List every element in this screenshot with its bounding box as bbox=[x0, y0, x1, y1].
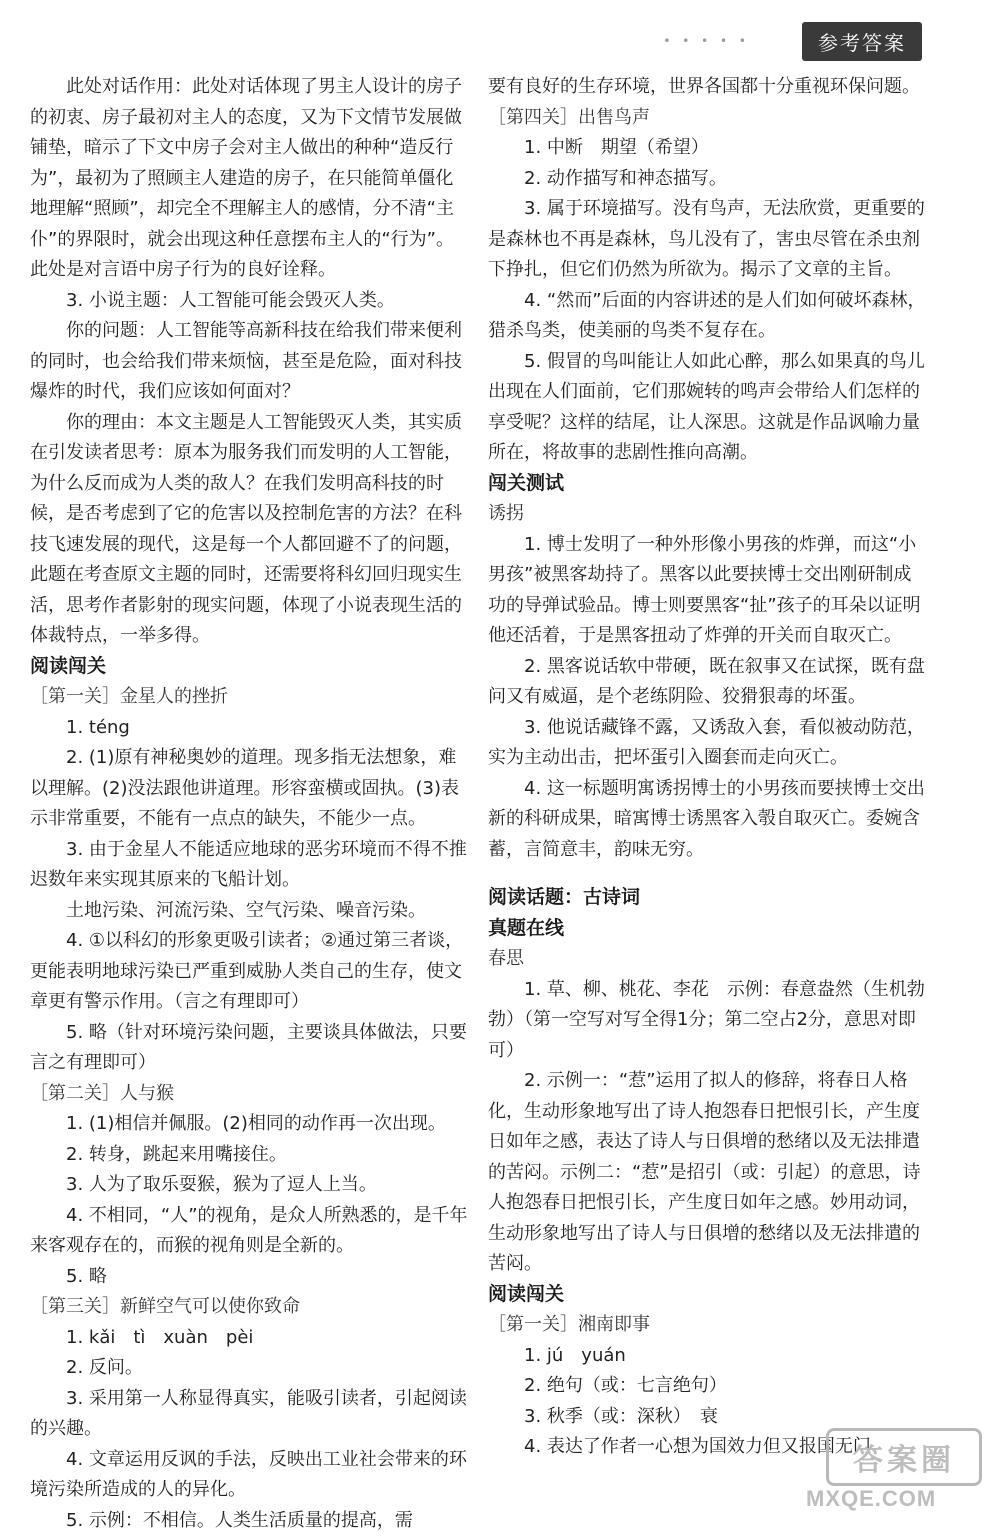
subsection-title: 诱拐 bbox=[488, 499, 928, 530]
subsection-title: ［第一关］金星人的挫折 bbox=[30, 682, 470, 713]
answer-paragraph: 1. jú yuán bbox=[488, 1341, 928, 1372]
answer-paragraph: 5. 假冒的鸟叫能让人如此心醉，那么如果真的鸟儿出现在人们面前，它们那婉转的鸣声会带给人们怎样的享受呢？这样的结尾，让人深思。这就是作品讽喻力量所在，将故事的悲剧性推向高潮。 bbox=[488, 347, 928, 469]
answer-paragraph: 5. 略（针对环境污染问题，主要谈具体做法，只要言之有理即可） bbox=[30, 1018, 470, 1079]
subsection-title: ［第四关］出售鸟声 bbox=[488, 103, 928, 134]
answer-paragraph: 3. 属于环境描写。没有鸟声，无法欣赏，更重要的是森林也不再是森林，鸟儿没有了，害虫尽管在杀虫剂下挣扎，但它们仍然为所欲为。揭示了文章的主旨。 bbox=[488, 194, 928, 286]
answer-paragraph: 2. 转身，跳起来用嘴接住。 bbox=[30, 1140, 470, 1171]
subsection-title: ［第二关］人与猴 bbox=[30, 1079, 470, 1110]
section-heading: 真题在线 bbox=[488, 914, 928, 945]
answer-paragraph: 5. 略 bbox=[30, 1262, 470, 1293]
answer-paragraph: 3. 由于金星人不能适应地球的恶劣环境而不得不推迟数年来实现其原来的飞船计划。 bbox=[30, 835, 470, 896]
subsection-title: ［第三关］新鲜空气可以使你致命 bbox=[30, 1292, 470, 1323]
answer-paragraph: 1. 草、柳、桃花、李花 示例：春意盎然（生机勃勃）（第一空写对写全得1分；第二空占2分，意思对即可） bbox=[488, 975, 928, 1067]
answer-paragraph: 2. 示例一：“惹”运用了拟人的修辞，将春日人格化，生动形象地写出了诗人抱怨春日把恨引长，产生度日如年之感，表达了诗人与日俱增的愁绪以及无法排遣的苦闷。示例二：“惹”是招引（或：引起）的意思，诗人抱怨春日把恨引长，产生度日如年之感。妙用动词，生动形象地写出了诗人与日俱增的愁绪以及无法排遣的苦闷。 bbox=[488, 1066, 928, 1280]
answer-paragraph: 2. 绝句（或：七言绝句） bbox=[488, 1371, 928, 1402]
answer-paragraph: 3. 小说主题：人工智能可能会毁灭人类。 bbox=[30, 286, 470, 317]
answer-paragraph: 3. 人为了取乐耍猴，猴为了逗人上当。 bbox=[30, 1170, 470, 1201]
subsection-title: ［第一关］湘南即事 bbox=[488, 1310, 928, 1341]
header-dots: • • • • • bbox=[663, 34, 750, 48]
watermark-site-text: MXQE.COM bbox=[806, 1486, 936, 1512]
left-column bbox=[30, 72, 470, 1536]
answer-paragraph: 你的问题：人工智能等高新科技在给我们带来便利的同时，也会给我们带来烦恼，甚至是危险，面对科技爆炸的时代，我们应该如何面对？ bbox=[30, 316, 470, 408]
answer-paragraph: 3. 秋季（或：深秋） 衰 bbox=[488, 1402, 928, 1433]
answer-paragraph: 1. téng bbox=[30, 713, 470, 744]
answer-paragraph: 5. 示例：不相信。人类生活质量的提高，需 bbox=[30, 1506, 470, 1536]
answer-paragraph: 你的理由：本文主题是人工智能毁灭人类，其实质在引发读者思考：原本为服务我们而发明的人工智能，为什么反而成为人类的敌人？在我们发明高科技的时候，是否考虑到了它的危害以及控制危害的方法？在科技飞速发展的现代，这是每一个人都回避不了的问题，此题在考查原文主题的同时，还需要将科幻回归现实生活，思考作者影射的现实问题，体现了小说表现生活的体裁特点，一举多得。 bbox=[30, 408, 470, 652]
answer-paragraph: 1. 中断 期望（希望） bbox=[488, 133, 928, 164]
answer-paragraph: 2. 反问。 bbox=[30, 1353, 470, 1384]
answer-paragraph: 4. 文章运用反讽的手法，反映出工业社会带来的环境污染所造成的人的异化。 bbox=[30, 1445, 470, 1506]
answer-paragraph: 1. kǎi tì xuàn pèi bbox=[30, 1323, 470, 1354]
answer-paragraph: 3. 采用第一人称显得真实，能吸引读者，引起阅读的兴趣。 bbox=[30, 1384, 470, 1445]
answer-paragraph: 此处对话作用：此处对话体现了男主人设计的房子的初衷、房子最初对主人的态度，又为下文情节发展做铺垫，暗示了下文中房子会对主人做出的种种“造反行为”，最初为了照顾主人建造的房子，在只能简单僵化地理解“照顾”，却完全不理解主人的感情，分不清“主仆”的界限时，就会出现这种任意摆布主人的“行为”。此处是对言语中房子行为的良好诠释。 bbox=[30, 72, 470, 286]
subsection-title: 春思 bbox=[488, 944, 928, 975]
answer-paragraph: 4. 表达了作者一心想为国效力但又报国无门 bbox=[488, 1432, 928, 1463]
answer-paragraph: 2. (1)原有神秘奥妙的道理。现多指无法想象，难以理解。(2)没法跟他讲道理。形容蛮横或固执。(3)表示非常重要，不能有一点点的缺失，不能少一点。 bbox=[30, 743, 470, 835]
watermark-logo: 答案圈 bbox=[826, 1428, 982, 1486]
answer-paragraph: 4. ①以科幻的形象更吸引读者；②通过第三者谈，更能表明地球污染已严重到威胁人类自己的生存，使文章更有警示作用。（言之有理即可） bbox=[30, 926, 470, 1018]
spacer bbox=[488, 865, 928, 883]
answer-paragraph: 土地污染、河流污染、空气污染、噪音污染。 bbox=[30, 896, 470, 927]
answer-paragraph: 2. 黑客说话软中带硬，既在叙事又在试探，既有盘问又有威逼，是个老练阴险、狡猾狠毒的坏蛋。 bbox=[488, 652, 928, 713]
section-heading: 阅读闯关 bbox=[488, 1280, 928, 1311]
answer-paragraph: 1. (1)相信并佩服。(2)相同的动作再一次出现。 bbox=[30, 1109, 470, 1140]
section-heading: 闯关测试 bbox=[488, 469, 928, 500]
answer-paragraph: 4. 这一标题明寓诱拐博士的小男孩而要挟博士交出新的科研成果，暗寓博士诱黑客入彀自取灭亡。委婉含蓄，言简意丰，韵味无穷。 bbox=[488, 774, 928, 866]
answer-paragraph: 4. “然而”后面的内容讲述的是人们如何破坏森林，猎杀鸟类，使美丽的鸟类不复存在。 bbox=[488, 286, 928, 347]
answer-paragraph: 3. 他说话藏锋不露，又诱敌入套，看似被动防范，实为主动出击，把坏蛋引入圈套而走向灭亡。 bbox=[488, 713, 928, 774]
answer-paragraph: 要有良好的生存环境，世界各国都十分重视环保问题。 bbox=[488, 72, 928, 103]
section-heading: 阅读闯关 bbox=[30, 652, 470, 683]
answer-paragraph: 1. 博士发明了一种外形像小男孩的炸弹，而这“小男孩”被黑客劫持了。黑客以此要挟博士交出刚研制成功的导弹试验品。博士则要黑客“扯”孩子的耳朵以证明他还活着，于是黑客扭动了炸弹的开关而自取灭亡。 bbox=[488, 530, 928, 652]
section-heading: 阅读话题：古诗词 bbox=[488, 883, 928, 914]
right-column bbox=[488, 72, 928, 1463]
answer-paragraph: 2. 动作描写和神态描写。 bbox=[488, 164, 928, 195]
section-tab-answers: 参考答案 bbox=[802, 22, 922, 61]
answer-paragraph: 4. 不相同，“人”的视角，是众人所熟悉的，是千年来客观存在的，而猴的视角则是全新的。 bbox=[30, 1201, 470, 1262]
